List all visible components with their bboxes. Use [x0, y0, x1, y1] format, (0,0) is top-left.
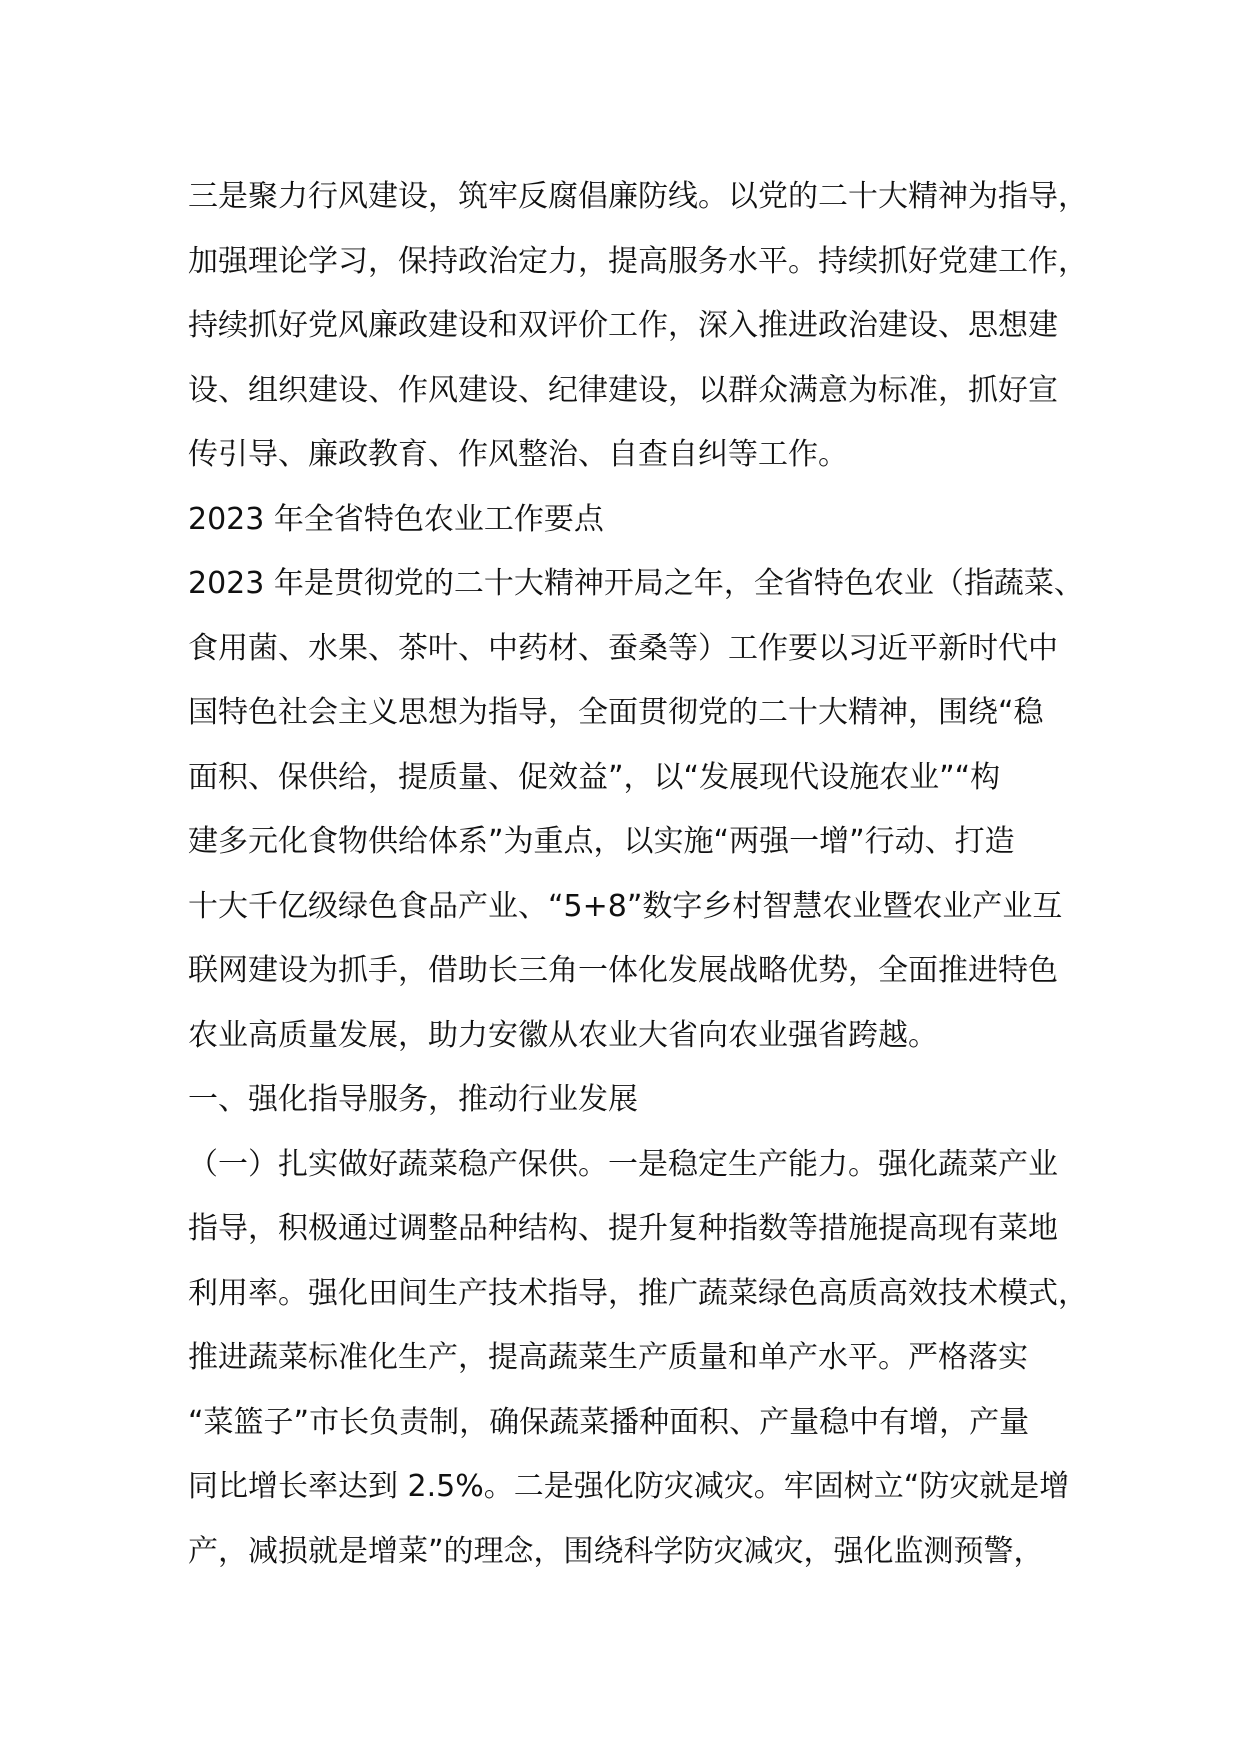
- text-line: 同比增长率达到 2.5%。二是强化防灾减灾。牢固树立“防灾就是增: [188, 1469, 1070, 1504]
- text-line: 指导，积极通过调整品种结构、提升复种指数等措施提高现有菜地: [188, 1211, 1058, 1246]
- text-line: 设、组织建设、作风建设、纪律建设，以群众满意为标准，抓好宣: [188, 372, 1058, 408]
- text-line: “菜篮子”市长负责制，确保蔬菜播种面积、产量稳中有增，产量: [188, 1404, 1030, 1440]
- text-line: 利用率。强化田间生产技术指导，推广蔬菜绿色高质高效技术模式，: [188, 1275, 1088, 1311]
- text-line: （一）扎实做好蔬菜稳产保供。一是稳定生产能力。强化蔬菜产业: [188, 1146, 1058, 1182]
- text-line: 国特色社会主义思想为指导，全面贯彻党的二十大精神，围绕“稳: [188, 695, 1044, 730]
- document-title: [188, 488, 1088, 553]
- text-line: 十大千亿级绿色食品产业、“5+8”数字乡村智慧农业暨农业产业互: [188, 888, 1063, 924]
- heading-line: 一、强化指导服务，推动行业发展: [188, 1082, 638, 1117]
- text-line: 加强理论学习，保持政治定力，提高服务水平。持续抓好党建工作，: [188, 243, 1088, 279]
- text-line: 2023 年是贯彻党的二十大精神开局之年，全省特色农业（指蔬菜、: [188, 566, 1084, 601]
- text-line: 三是聚力行风建设，筑牢反腐倡廉防线。以党的二十大精神为指导，: [188, 179, 1088, 214]
- text-line: 联网建设为抓手，借助长三角一体化发展战略优势，全面推进特色: [188, 953, 1058, 988]
- text-line: 传引导、廉政教育、作风整治、自查自纠等工作。: [188, 437, 848, 472]
- paragraph-discipline: [188, 165, 1088, 488]
- section-heading: [188, 1068, 1088, 1133]
- paragraph-vegetables: [188, 1133, 1088, 1585]
- paragraph-intro: [188, 552, 1088, 1068]
- document-body: [188, 165, 1088, 1584]
- text-line: 产，减损就是增菜”的理念，围绕科学防灾减灾，强化监测预警，: [188, 1533, 1044, 1569]
- text-line: 农业高质量发展，助力安徽从农业大省向农业强省跨越。: [188, 1017, 938, 1053]
- text-line: 持续抓好党风廉政建设和双评价工作，深入推进政治建设、思想建: [188, 308, 1058, 343]
- text-line: 推进蔬菜标准化生产，提高蔬菜生产质量和单产水平。严格落实: [188, 1340, 1028, 1375]
- text-line: 面积、保供给，提质量、促效益”，以“发展现代设施农业”“构: [188, 759, 1001, 795]
- text-line: 建多元化食物供给体系”为重点，以实施“两强一增”行动、打造: [188, 824, 1015, 859]
- text-line: 食用菌、水果、茶叶、中药材、蚕桑等）工作要以习近平新时代中: [188, 630, 1058, 666]
- title-line: 2023 年全省特色农业工作要点: [188, 501, 604, 537]
